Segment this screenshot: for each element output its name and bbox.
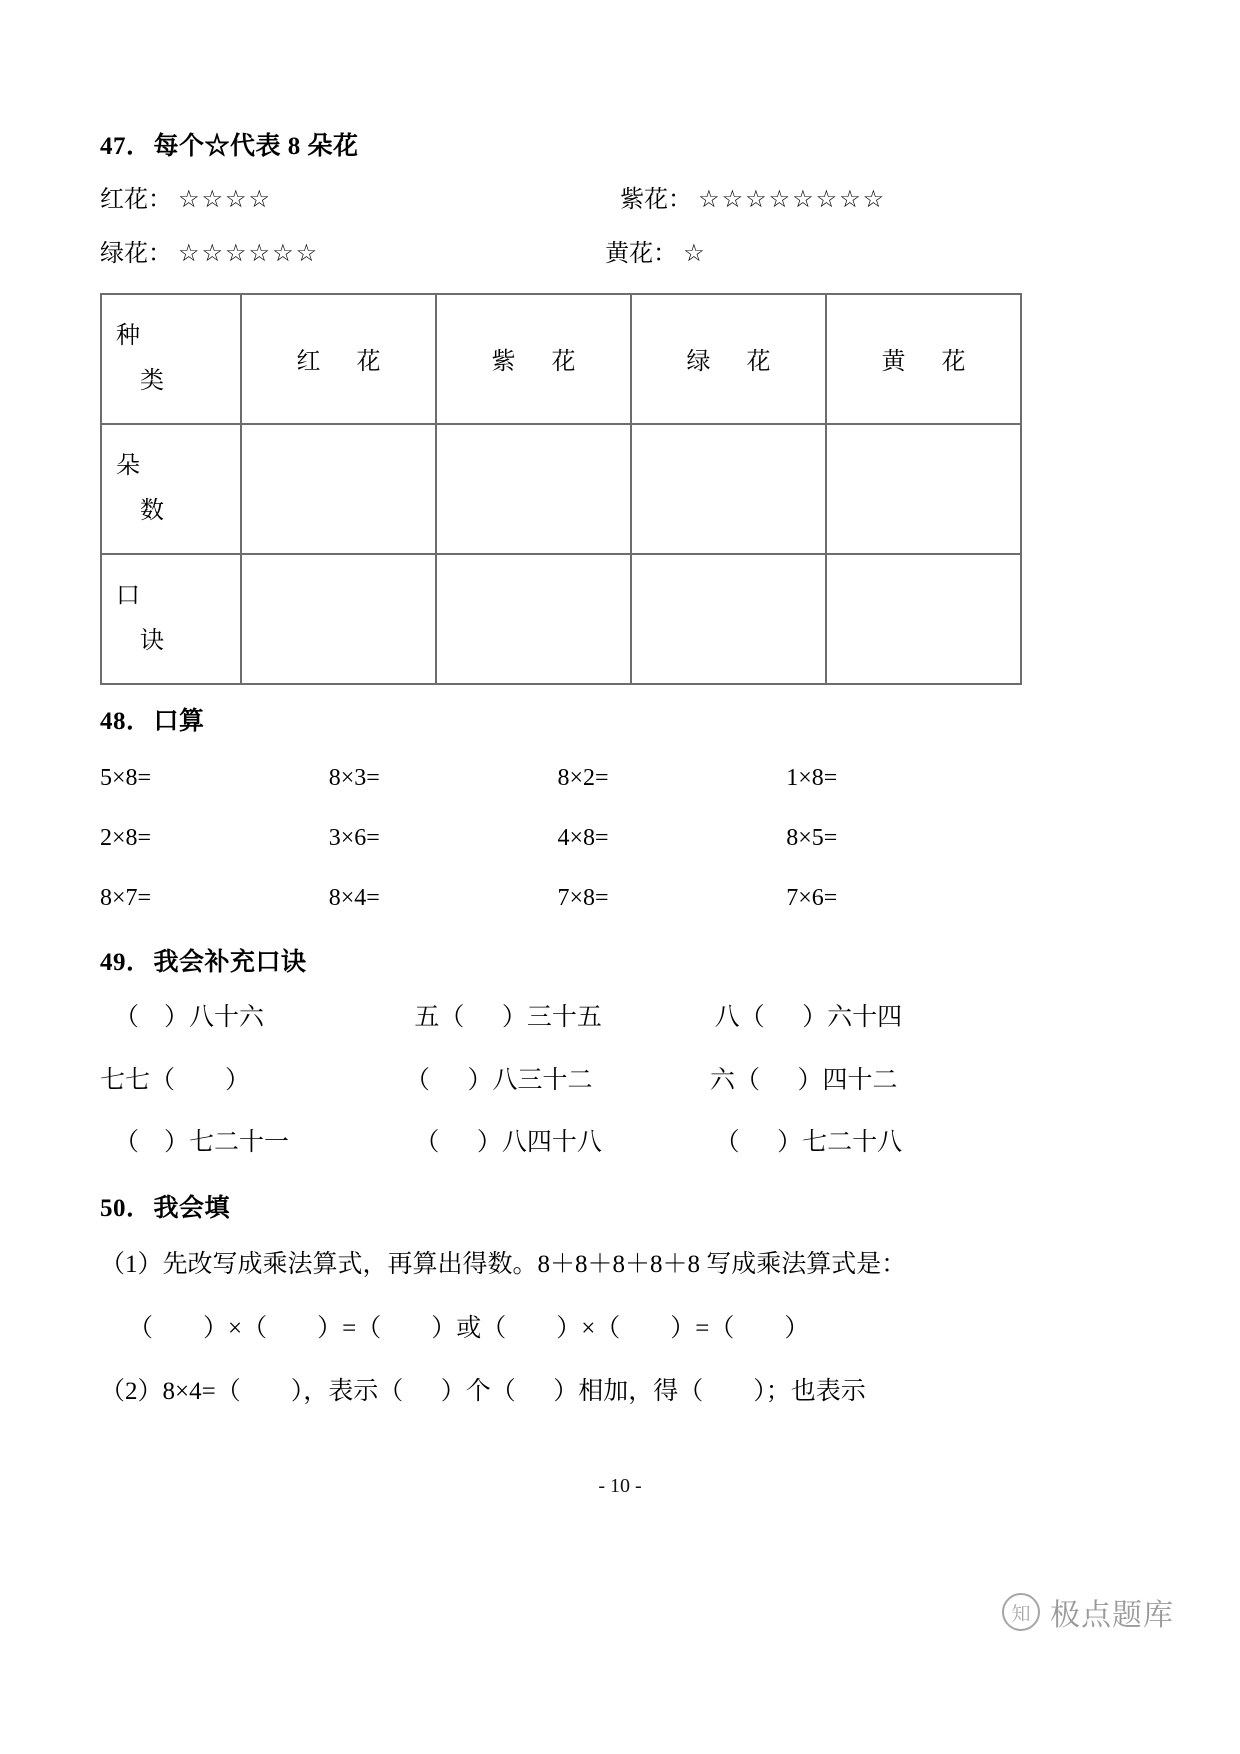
answer-cell-count-purple[interactable] (436, 424, 631, 554)
formula-item[interactable]: （ ）七二十一 (114, 1129, 290, 1157)
calc-item[interactable]: 2×8= (100, 824, 152, 851)
answer-cell-count-green[interactable] (631, 424, 826, 554)
flower-table (100, 293, 1022, 685)
answer-cell-count-red[interactable] (241, 424, 436, 554)
formula-item[interactable]: 七七（ ） (100, 1066, 251, 1094)
question-48-title: 口算 (153, 707, 205, 735)
question-50-number: 50． (100, 1194, 152, 1222)
answer-cell-count-yellow[interactable] (826, 424, 1021, 554)
calc-item[interactable]: 7×8= (557, 885, 609, 912)
table-header-green: 绿花 (631, 294, 826, 424)
calc-item[interactable]: 1×8= (786, 764, 838, 791)
calc-item[interactable]: 3×6= (328, 824, 380, 851)
calc-item[interactable]: 8×7= (100, 885, 152, 912)
row-label-formula-line2: 诀 (140, 627, 164, 654)
flower-purple-stars: ☆☆☆☆☆☆☆☆ (698, 187, 887, 213)
table-header-yellow: 黄花 (826, 294, 1021, 424)
fill-block (100, 1248, 1015, 1409)
row-label-count (101, 424, 241, 554)
answer-cell-formula-red[interactable] (241, 554, 436, 684)
question-47-number: 47． (100, 133, 152, 160)
calc-row (100, 763, 1015, 794)
question-48-heading (100, 707, 1015, 737)
calc-item[interactable]: 8×3= (328, 764, 380, 791)
zhihu-icon: 知 (1002, 1593, 1040, 1631)
formula-row (100, 1002, 1015, 1035)
flower-purple (620, 184, 886, 216)
row-label-category-line2: 类 (140, 367, 164, 394)
formula-item[interactable]: 六（ ）四十二 (710, 1066, 898, 1094)
row-label-formula (101, 554, 241, 684)
row-label-formula-text (102, 568, 240, 669)
row-label-category-line1: 种 (116, 323, 140, 350)
fill-line-3[interactable]: （2）8×4=（ ），表示（ ）个（ ）相加，得（ ）；也表示 (100, 1378, 866, 1406)
table-row-count (101, 424, 1021, 554)
watermark-text: 极点题库 (1050, 1599, 1174, 1632)
answer-cell-formula-purple[interactable] (436, 554, 631, 684)
question-49-heading (100, 948, 1015, 978)
calc-row (100, 823, 1015, 854)
flower-red-stars: ☆☆☆☆ (178, 187, 273, 213)
formula-grid (100, 1002, 1015, 1160)
worksheet-content (100, 132, 1015, 1409)
fill-line-2[interactable]: （ ）×（ ）=（ ）或（ ）×（ ）=（ ） (128, 1314, 810, 1342)
question-50-title: 我会填 (153, 1194, 231, 1222)
flower-purple-label: 紫花： (620, 187, 693, 213)
question-47-heading (100, 132, 1015, 162)
row-label-count-line1: 朵 (116, 453, 140, 480)
flower-green-label: 绿花： (100, 241, 172, 268)
table-row-formula (101, 554, 1021, 684)
table-header-red: 红花 (241, 294, 436, 424)
calc-item[interactable]: 7×6= (786, 885, 838, 912)
calc-item[interactable]: 8×4= (328, 885, 380, 912)
formula-item[interactable]: 八（ ）六十四 (714, 1004, 903, 1032)
row-label-count-line2: 数 (140, 497, 164, 524)
flower-red (100, 184, 272, 216)
calc-grid (100, 763, 1015, 915)
flower-row-2 (100, 238, 1015, 270)
row-label-category (101, 294, 241, 424)
flower-green (100, 238, 319, 270)
row-label-formula-line1: 口 (116, 583, 140, 610)
page-number: - 10 - (598, 1475, 642, 1497)
answer-cell-formula-yellow[interactable] (826, 554, 1021, 684)
row-label-category-text (102, 308, 240, 409)
table-row-header (101, 294, 1021, 424)
formula-item[interactable]: （ ）八十六 (114, 1004, 265, 1032)
formula-row (100, 1065, 1015, 1098)
flower-red-label: 红花： (100, 187, 172, 213)
calc-item[interactable]: 4×8= (557, 824, 609, 851)
calc-item[interactable]: 8×2= (557, 764, 609, 791)
calc-row (100, 883, 1015, 914)
flower-row-1 (100, 184, 1015, 216)
table-header-purple: 紫花 (436, 294, 631, 424)
question-48-number: 48． (100, 707, 152, 735)
formula-row (100, 1127, 1015, 1160)
flower-yellow-label: 黄花： (605, 241, 678, 268)
flower-yellow (605, 238, 707, 270)
formula-item[interactable]: （ ）七二十八 (714, 1129, 903, 1157)
flower-yellow-stars: ☆ (683, 241, 707, 268)
watermark (1002, 1590, 1174, 1634)
fill-line-1[interactable]: （1）先改写成乘法算式，再算出得数。8＋8＋8＋8＋8 写成乘法算式是： (100, 1250, 907, 1278)
formula-item[interactable]: （ ）八四十八 (414, 1129, 602, 1157)
flower-green-stars: ☆☆☆☆☆☆ (178, 241, 320, 268)
question-49-title: 我会补充口诀 (153, 949, 307, 977)
calc-item[interactable]: 5×8= (100, 764, 152, 791)
row-label-count-text (102, 438, 240, 539)
answer-cell-formula-green[interactable] (631, 554, 826, 684)
formula-item[interactable]: （ ）八三十二 (405, 1066, 593, 1094)
formula-item[interactable]: 五（ ）三十五 (414, 1004, 602, 1032)
question-50-heading (100, 1194, 1015, 1224)
question-47-title: 每个☆代表 8 朵花 (153, 133, 359, 160)
question-49-number: 49． (100, 949, 152, 977)
calc-item[interactable]: 8×5= (786, 824, 838, 851)
